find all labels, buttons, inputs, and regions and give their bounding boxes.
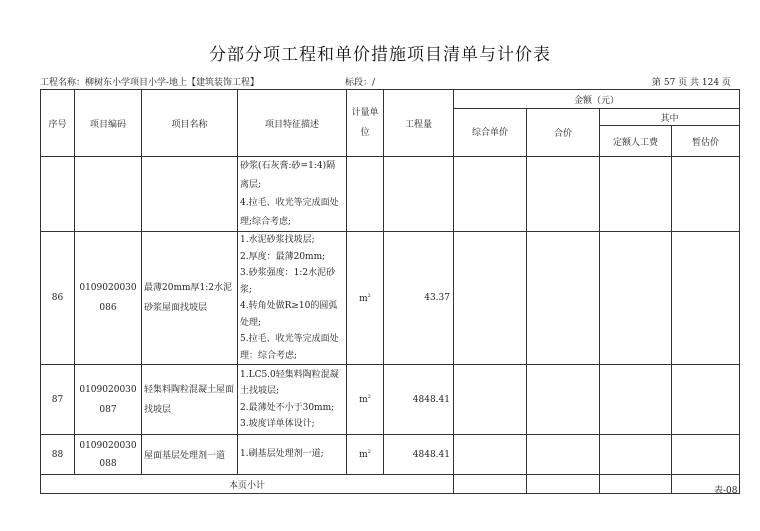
row-unit bbox=[347, 435, 384, 475]
row-provisional bbox=[672, 232, 740, 365]
row-unit bbox=[347, 157, 384, 232]
row-seq bbox=[41, 157, 75, 232]
feature-line: 2.最薄处不小于30mm; bbox=[240, 402, 335, 413]
row-code bbox=[75, 157, 142, 232]
row-labor bbox=[600, 157, 672, 232]
header-total: 合价 bbox=[527, 109, 600, 157]
table-row bbox=[41, 435, 740, 475]
row-unit-price bbox=[454, 435, 527, 475]
table-row bbox=[41, 365, 740, 435]
page-title: 分部分项工程和单价措施项目清单与计价表 bbox=[209, 45, 551, 65]
header-quantity: 工程量 bbox=[384, 90, 454, 157]
section-label: 标段：/ bbox=[345, 78, 376, 88]
row-unit-price bbox=[454, 157, 527, 232]
table-row bbox=[41, 157, 740, 232]
header-unit-text: 计量单位 bbox=[351, 108, 379, 138]
header-features: 项目特征描述 bbox=[238, 90, 347, 157]
row-labor bbox=[600, 365, 672, 435]
row-features bbox=[238, 157, 347, 232]
row-unit bbox=[347, 232, 384, 365]
row-quantity: 4848.41 bbox=[384, 435, 454, 475]
row-unit-price bbox=[454, 232, 527, 365]
row-provisional bbox=[672, 435, 740, 475]
row-seq: 88 bbox=[41, 435, 75, 475]
unit-text: m bbox=[359, 450, 368, 460]
row-features bbox=[238, 232, 347, 365]
row-code: 0109020030087 bbox=[75, 365, 142, 435]
feature-line: 3.砂浆强度：1:2水泥砂浆; bbox=[240, 268, 336, 295]
header-seq: 序号 bbox=[41, 90, 75, 157]
feature-line: 4.转角处做R≥10的圆弧处理; bbox=[240, 301, 338, 328]
pricing-table bbox=[40, 89, 740, 494]
row-labor bbox=[600, 435, 672, 475]
row-code: 0109020030088 bbox=[75, 435, 142, 475]
unit-text: m bbox=[359, 293, 368, 304]
header-amount-group: 金额（元） bbox=[454, 90, 740, 109]
row-total bbox=[527, 435, 600, 475]
row-features bbox=[238, 365, 347, 435]
form-code: 表-08 bbox=[714, 486, 738, 496]
row-total bbox=[527, 157, 600, 232]
page-number: 第 57 页 共 124 页 bbox=[652, 78, 731, 88]
row-total bbox=[527, 232, 600, 365]
row-provisional bbox=[672, 157, 740, 232]
row-name bbox=[142, 157, 238, 232]
table-row bbox=[41, 232, 740, 365]
row-code: 0109020030086 bbox=[75, 232, 142, 365]
row-seq: 86 bbox=[41, 232, 75, 365]
subtotal-row bbox=[41, 475, 740, 494]
feature-line: 1.水泥砂浆找坡层; bbox=[240, 235, 315, 245]
row-name: 屋面基层处理剂一道 bbox=[142, 435, 238, 475]
row-quantity bbox=[384, 157, 454, 232]
subtotal-unit-price bbox=[454, 475, 527, 494]
unit-text: m bbox=[359, 395, 368, 405]
unit-sup: 2 bbox=[367, 292, 371, 299]
row-total bbox=[527, 365, 600, 435]
header-code: 项目编码 bbox=[75, 90, 142, 157]
feature-line: 砂浆(石灰膏:砂=1:4)隔离层; bbox=[240, 161, 336, 190]
subtotal-total bbox=[527, 475, 600, 494]
row-seq: 87 bbox=[41, 365, 75, 435]
header-of-which: 其中 bbox=[600, 109, 740, 126]
row-quantity: 4848.41 bbox=[384, 365, 454, 435]
feature-line: 5.拉毛、收光等完成面处理：综合考虑; bbox=[240, 334, 339, 361]
subtotal-label: 本页小计 bbox=[41, 475, 454, 494]
feature-line: 3.坡度详单体设计; bbox=[240, 419, 315, 429]
row-features bbox=[238, 435, 347, 475]
unit-sup: 2 bbox=[367, 449, 371, 455]
row-unit-price bbox=[454, 365, 527, 435]
row-labor bbox=[600, 232, 672, 365]
feature-line: 1.LC5.0轻集料陶粒混凝土找坡层; bbox=[240, 369, 339, 396]
feature-line: 2.厚度：最薄20mm; bbox=[240, 251, 326, 262]
row-unit bbox=[347, 365, 384, 435]
header-name: 项目名称 bbox=[142, 90, 238, 157]
feature-line: 1.刷基层处理剂一道; bbox=[240, 449, 324, 460]
unit-sup: 2 bbox=[367, 394, 371, 400]
header-unit bbox=[347, 90, 384, 157]
header-provisional: 暂估价 bbox=[672, 126, 740, 157]
feature-line: 4.拉毛、收光等完成面处理;综合考虑; bbox=[240, 198, 339, 227]
header-labor: 定额人工费 bbox=[600, 126, 672, 157]
row-name: 轻集料陶粒混凝土屋面找坡层 bbox=[142, 365, 238, 435]
subtotal-labor bbox=[600, 475, 672, 494]
row-provisional bbox=[672, 365, 740, 435]
row-quantity: 43.37 bbox=[384, 232, 454, 365]
row-name: 最薄20mm厚1:2水泥砂浆屋面找坡层 bbox=[142, 232, 238, 365]
header-unit-price: 综合单价 bbox=[454, 109, 527, 157]
project-name: 工程名称：柳树东小学项目小学-地上【建筑装饰工程】 bbox=[40, 78, 260, 88]
